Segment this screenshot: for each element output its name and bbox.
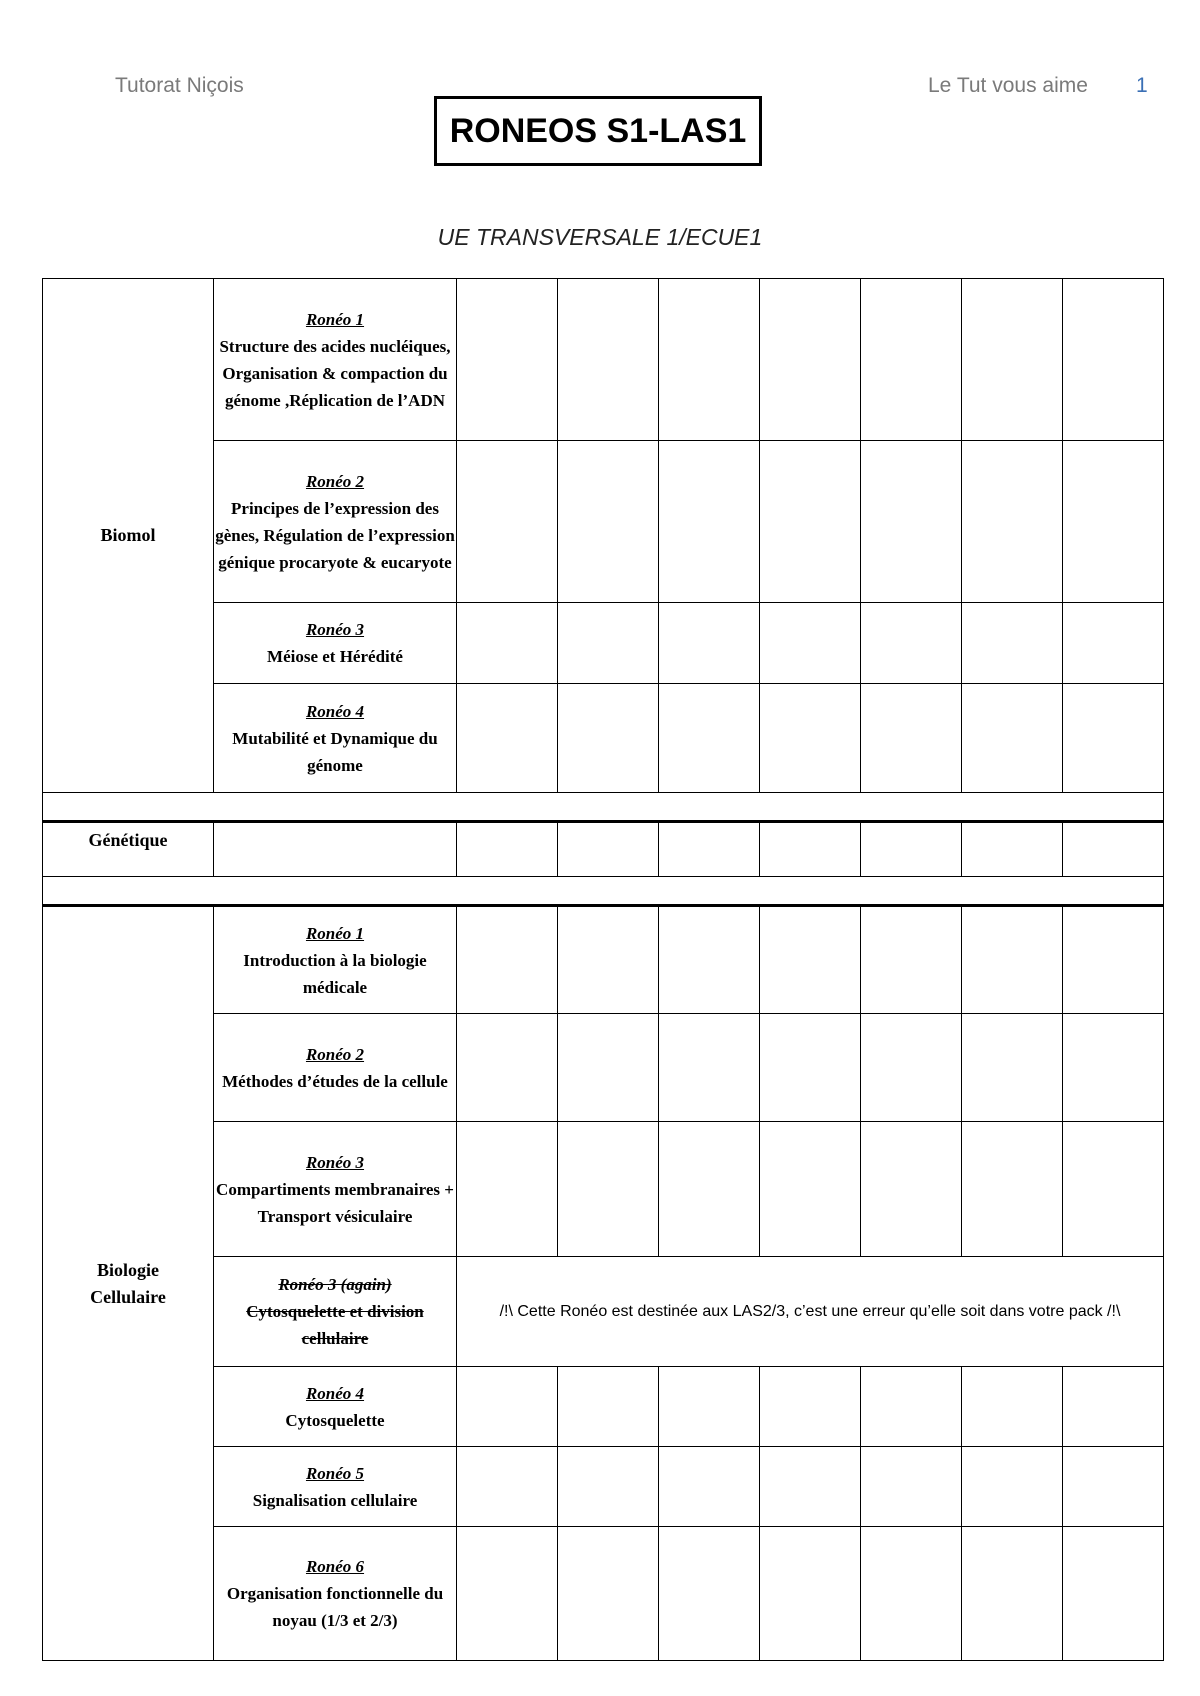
empty-cell [457, 684, 558, 793]
empty-cell [861, 906, 962, 1014]
spacer-row [43, 877, 1164, 906]
empty-cell [861, 1527, 962, 1661]
empty-cell [861, 1447, 962, 1527]
empty-cell [962, 906, 1063, 1014]
roneo-cell [214, 906, 457, 1014]
empty-cell [558, 279, 659, 441]
empty-cell [861, 684, 962, 793]
empty-cell [659, 684, 760, 793]
roneo-description: Cytosquelette [285, 1410, 385, 1430]
roneo-title: Ronéo 4 [305, 1383, 365, 1403]
roneo-description: Introduction à la biologie médicale [243, 950, 427, 997]
subject-line: Cellulaire [90, 1286, 166, 1307]
roneo-cell [214, 603, 457, 684]
empty-cell [1063, 1447, 1164, 1527]
empty-cell [659, 1122, 760, 1257]
empty-cell [457, 1122, 558, 1257]
roneo-description: Compartiments membranaires + Transport vésiculaire [216, 1179, 454, 1226]
roneo-cell [214, 1257, 457, 1367]
empty-cell [962, 1367, 1063, 1447]
empty-cell [558, 441, 659, 603]
empty-cell [1063, 822, 1164, 877]
empty-cell [659, 1527, 760, 1661]
roneo-cell [214, 684, 457, 793]
empty-cell [1063, 603, 1164, 684]
empty-cell [760, 1014, 861, 1122]
table-row [43, 279, 1164, 441]
empty-cell [558, 684, 659, 793]
empty-cell [457, 279, 558, 441]
roneo-title: Ronéo 2 [305, 471, 365, 491]
roneo-title: Ronéo 4 [305, 701, 365, 721]
roneo-table [42, 278, 1164, 1661]
empty-cell [558, 1122, 659, 1257]
empty-cell [861, 822, 962, 877]
empty-cell [962, 441, 1063, 603]
empty-cell [760, 1527, 861, 1661]
empty-cell [214, 822, 457, 877]
roneo-title: Ronéo 1 [305, 309, 365, 329]
empty-cell [861, 279, 962, 441]
empty-cell [659, 1014, 760, 1122]
roneo-description: Méthodes d’études de la cellule [222, 1071, 448, 1091]
empty-cell [457, 906, 558, 1014]
warning-notice: /!\ Cette Ronéo est destinée aux LAS2/3, c’est une erreur qu’elle soit dans votre pack /!\ [457, 1257, 1164, 1367]
empty-cell [558, 603, 659, 684]
empty-cell [962, 1122, 1063, 1257]
document-subtitle: UE TRANSVERSALE 1/ECUE1 [437, 224, 763, 250]
empty-cell [659, 279, 760, 441]
roneo-title: Ronéo 3 (again) [278, 1275, 392, 1294]
subject-line: Biologie [97, 1259, 159, 1280]
empty-cell [457, 1447, 558, 1527]
empty-cell [962, 1014, 1063, 1122]
empty-cell [861, 441, 962, 603]
spacer-row [43, 793, 1164, 822]
roneo-cell [214, 1014, 457, 1122]
empty-cell [1063, 441, 1164, 603]
empty-cell [962, 603, 1063, 684]
empty-cell [760, 684, 861, 793]
roneo-title: Ronéo 1 [305, 923, 365, 943]
empty-cell [1063, 1367, 1164, 1447]
empty-cell [558, 1014, 659, 1122]
empty-cell [962, 822, 1063, 877]
roneo-description: Organisation fonctionnelle du noyau (1/3 et 2/3) [226, 1584, 444, 1630]
empty-cell [962, 279, 1063, 441]
empty-cell [457, 603, 558, 684]
empty-cell [558, 906, 659, 1014]
roneo-description: Cytosquelette et division cellulaire [246, 1302, 424, 1348]
empty-cell [760, 822, 861, 877]
empty-cell [1063, 906, 1164, 1014]
empty-cell [760, 441, 861, 603]
roneo-description: Mutabilité et Dynamique du génome [232, 728, 438, 775]
empty-cell [861, 1122, 962, 1257]
header-right: Le Tut vous aime [928, 74, 1088, 97]
empty-cell [1063, 1122, 1164, 1257]
empty-cell [659, 906, 760, 1014]
empty-cell [861, 1367, 962, 1447]
subject-biologie-cellulaire [43, 906, 214, 1661]
roneo-title: Ronéo 6 [305, 1557, 365, 1576]
table-row [43, 822, 1164, 877]
subject-biomol: Biomol [43, 279, 214, 793]
header-left: Tutorat Niçois [115, 74, 244, 97]
spacer-cell [43, 877, 1164, 906]
empty-cell [457, 822, 558, 877]
roneo-description: Principes de l’expression des gènes, Régulation de l’expression génique procaryote & eucaryote [215, 498, 455, 572]
roneo-description: Structure des acides nucléiques, Organisation & compaction du génome ,Réplication de l’ADN [219, 336, 451, 410]
roneo-cell [214, 1122, 457, 1257]
empty-cell [558, 1367, 659, 1447]
empty-cell [962, 1447, 1063, 1527]
roneo-title: Ronéo 2 [305, 1044, 365, 1064]
empty-cell [760, 603, 861, 684]
empty-cell [861, 1014, 962, 1122]
empty-cell [457, 1367, 558, 1447]
empty-cell [861, 603, 962, 684]
empty-cell [457, 441, 558, 603]
empty-cell [457, 1527, 558, 1661]
spacer-cell [43, 793, 1164, 822]
roneo-title: Ronéo 5 [305, 1463, 365, 1483]
page-number: 1 [1136, 74, 1148, 97]
empty-cell [659, 1447, 760, 1527]
empty-cell [659, 441, 760, 603]
empty-cell [962, 1527, 1063, 1661]
empty-cell [1063, 1014, 1164, 1122]
empty-cell [1063, 1527, 1164, 1661]
roneo-cell [214, 441, 457, 603]
empty-cell [1063, 279, 1164, 441]
roneo-title: Ronéo 3 [305, 1152, 365, 1172]
empty-cell [1063, 684, 1164, 793]
empty-cell [558, 1527, 659, 1661]
empty-cell [760, 1367, 861, 1447]
document-title: RONEOS S1-LAS1 [434, 96, 762, 166]
roneo-cell [214, 1527, 457, 1661]
empty-cell [659, 1367, 760, 1447]
empty-cell [659, 603, 760, 684]
roneo-title: Ronéo 3 [305, 620, 365, 639]
empty-cell [760, 906, 861, 1014]
subject-genetique: Génétique [43, 822, 214, 877]
roneo-cell [214, 1447, 457, 1527]
empty-cell [760, 279, 861, 441]
empty-cell [659, 822, 760, 877]
empty-cell [760, 1447, 861, 1527]
empty-cell [457, 1014, 558, 1122]
roneo-cell [214, 1367, 457, 1447]
roneo-description: Signalisation cellulaire [252, 1490, 418, 1510]
roneo-cell [214, 279, 457, 441]
roneo-description: Méiose et Hérédité [267, 647, 403, 666]
empty-cell [558, 822, 659, 877]
table-row [43, 906, 1164, 1014]
empty-cell [962, 684, 1063, 793]
empty-cell [558, 1447, 659, 1527]
empty-cell [760, 1122, 861, 1257]
